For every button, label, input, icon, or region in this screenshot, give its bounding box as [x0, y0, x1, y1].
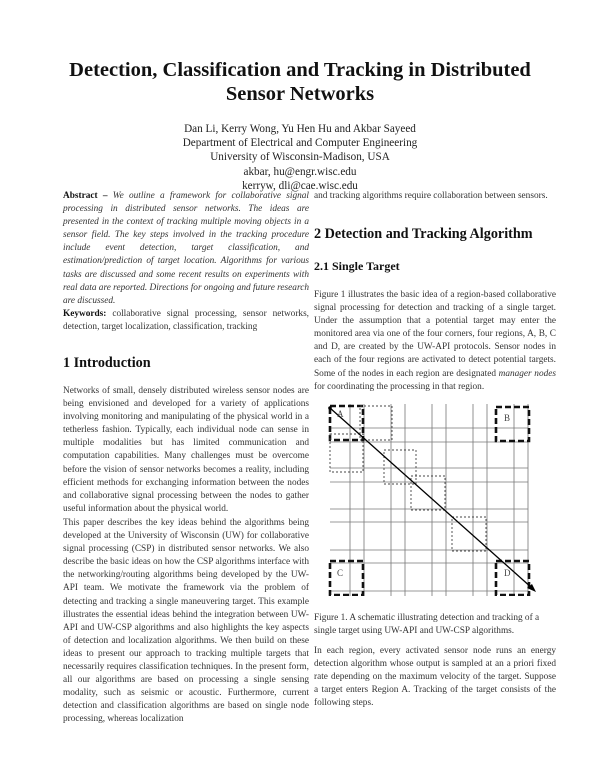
label-a: A	[337, 409, 344, 419]
subsection-2-1-heading: 2.1 Single Target	[314, 259, 400, 273]
start-point-icon	[328, 406, 332, 410]
intro-paragraph-2	[63, 517, 309, 727]
title-line-2: Sensor Networks	[225, 83, 375, 105]
section-2-paragraph-2-text: In each region, every activated sensor node runs an energy detection algorithm whose output is sampled at an a priori fixed rate depending on the maximum velocity of the target. Suppose a target enters Region A. Tracking of the target consists of the following steps.	[314, 646, 556, 709]
region-c-box	[330, 561, 363, 595]
abstract-text: We outline a framework for collaborative signal processing in distributed sensor networks. The ideas are presented in the context of tracking multiple moving objects in a sensor field. The key steps involved in the tracking procedure include event detection, target classification, and estimation/prediction of target location. Algorithms for various tasks are discussed and some recent results on experiments with real data are reported. Directions for ongoing and future research are discussed.	[63, 191, 309, 306]
email-2: kerryw, dli@cae.wisc.edu	[242, 179, 358, 192]
region-d-box	[496, 561, 529, 595]
intro-paragraph-1	[63, 385, 309, 516]
department: Department of Electrical and Computer Engineering	[182, 137, 418, 150]
intro-paragraph-2-text: This paper describes the key ideas behind the algorithms being developed at the University of Wisconsin (UW) for collaborative signal processing (CSP) in distributed sensor networks. We also describe the basic ideas on how the CSP algorithms interface with the networking/routing algorithms being developed by the UW-API team. We motivate the framework via the problem of detecting and tracking a single maneuvering target. This example illustrates the essential ideas behind the integration between UW-API and UW-CSP algorithms and also highlights the key aspects of detection and localization algorithms. We then build on these ideas to present our approach to tracking multiple targets that necessarily requires classification techniques. In the present form, all our algorithms are based on processing a single sensing modality, such as seismic or acoustic. Furthermore, current detection and classification algorithms are based on single node processing, whereas localization	[63, 518, 309, 725]
email-1: akbar, hu@engr.wisc.edu	[243, 165, 357, 178]
section-2-paragraph-1	[314, 289, 556, 394]
label-d: D	[504, 568, 511, 578]
label-c: C	[337, 568, 344, 578]
intro-paragraph-1-text: Networks of small, densely distributed wireless sensor nodes are being envisioned and developed for a variety of applications involving monitoring and manipulating of the physical world in a tetherless fashion. Typically, each individual node can sense in multiple modalities but has limited communication and computation capabilities. Many challenges must be overcome before the vision of sensor networks becomes a reality, including efficient methods for exchanging information between the nodes and collaborative signal processing between the nodes to gather useful information about the physical world.	[63, 386, 309, 514]
abstract	[63, 190, 309, 308]
paper-title	[0, 58, 600, 106]
title-line-1: Detection, Classification and Tracking in Distributed	[69, 59, 531, 81]
figure-1-caption	[314, 612, 556, 638]
tracking-region-4	[411, 476, 445, 510]
figure-1-caption-text: Figure 1. A schematic illustrating detection and tracking of a single target using UW-API and UW-CSP algorithms.	[314, 613, 540, 637]
manager-nodes-term: manager nodes	[498, 368, 556, 379]
label-b: B	[504, 413, 511, 423]
tracking-region-2	[360, 406, 392, 440]
section-2-heading: 2 Detection and Tracking Algorithm	[314, 226, 533, 242]
section-2-paragraph-2	[314, 645, 556, 710]
author-names: Dan Li, Kerry Wong, Yu Hen Hu and Akbar Sayeed	[184, 123, 416, 135]
region-b-box	[496, 407, 529, 441]
keywords	[63, 308, 309, 334]
keywords-label: Keywords:	[63, 309, 107, 319]
figure-1-schematic	[328, 404, 538, 596]
section-1-heading: 1 Introduction	[63, 355, 151, 371]
para-text: Figure 1 illustrates the basic idea of a region-based collaborative signal processing for detection and tracking of a single target. Under the assumption that a potential target may enter the monitored area via one of the four corners, four regions, A, B, C and D, are created by the UW-API protocols. Sensor nodes in each of the four regions are activated to detect potential targets. Some of the nodes in each region are designated	[314, 290, 556, 379]
para-text-end: for coordinating the processing in that region.	[314, 381, 485, 392]
keywords-text: collaborative signal processing, sensor networks, detection, target localization, classification, tracking	[63, 309, 310, 333]
intro-paragraph-2-cont-text: and tracking algorithms require collaboration between sensors.	[314, 191, 548, 201]
university: University of Wisconsin-Madison, USA	[210, 151, 390, 164]
abstract-label: Abstract –	[63, 191, 108, 201]
author-block	[0, 122, 600, 193]
intro-paragraph-2-continued	[314, 190, 556, 203]
